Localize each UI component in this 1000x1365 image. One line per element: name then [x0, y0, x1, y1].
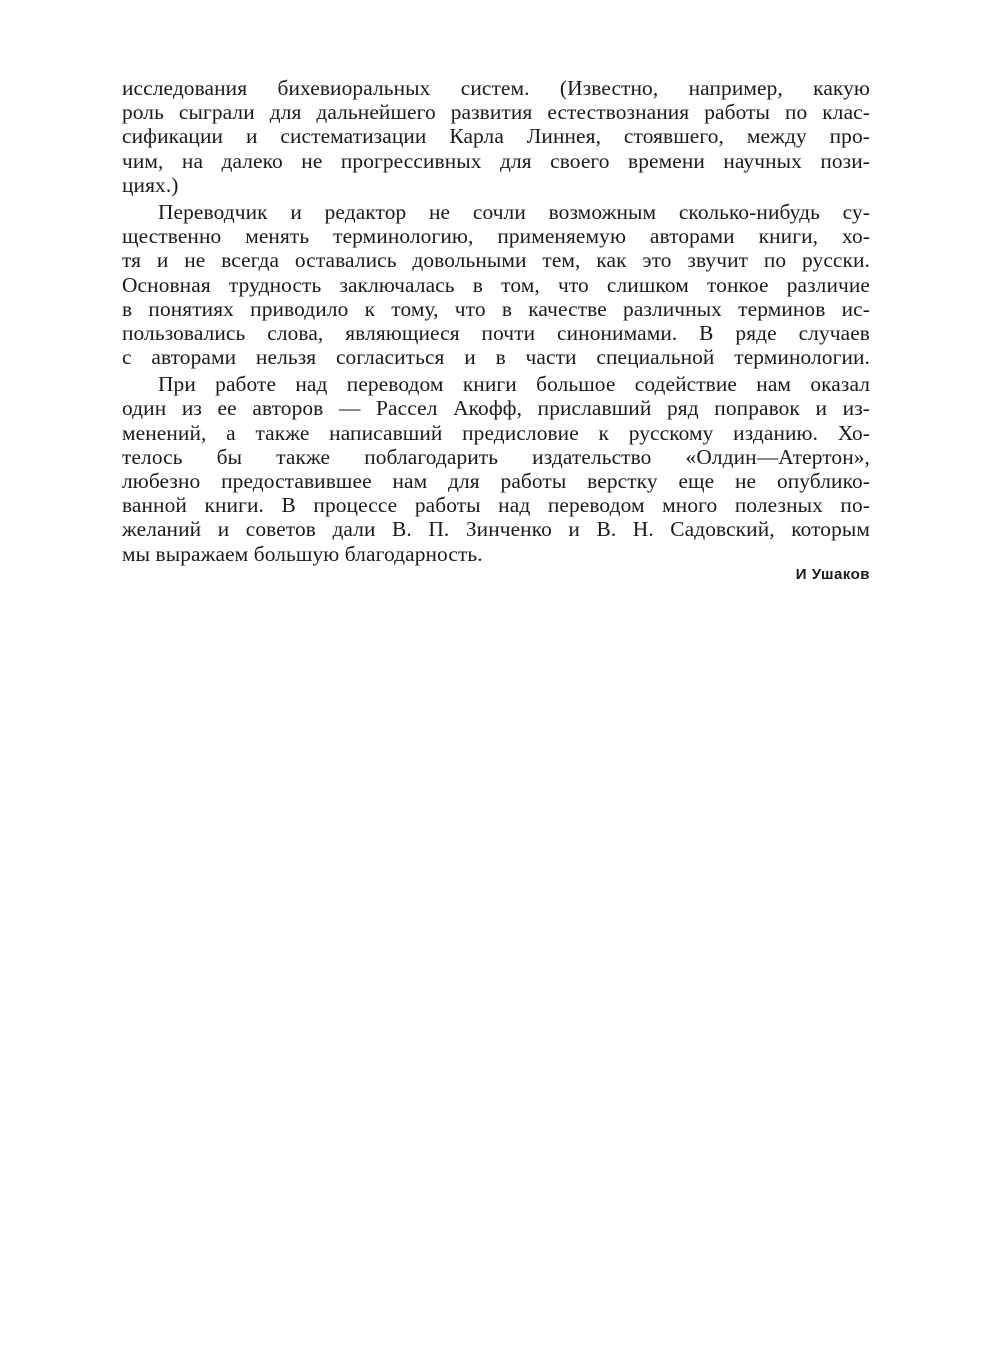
text-line: в понятиях приводило к тому, что в качестве различных терминов ис-	[122, 296, 870, 321]
text-line: исследования бихевиоральных систем. (Известно, например, какую	[122, 76, 870, 100]
text-line: чим, на далеко не прогрессивных для своего времени научных пози-	[122, 148, 870, 173]
text-line: щественно менять терминологию, применяемую авторами книги, хо-	[122, 224, 870, 249]
text-line: пользовались слова, являющиеся почти синонимами. В ряде случаев	[122, 320, 870, 345]
paragraph-1	[122, 76, 870, 197]
text-line: сификации и систематизации Карла Линнея, стоявшего, между про-	[122, 124, 870, 149]
text-line: Основная трудность заключалась в том, что слишком тонкое различие	[122, 272, 870, 297]
text-line: один из ее авторов — Рассел Акофф, приславший ряд поправок и из-	[122, 396, 870, 421]
text-line: ванной книги. В процессе работы над переводом много полезных по-	[122, 493, 870, 518]
paragraph-3	[122, 372, 870, 566]
text-line: При работе над переводом книги большое содействие нам оказал	[158, 372, 870, 397]
text-line: циях.)	[122, 172, 179, 197]
text-line: мы выражаем большую благодарность.	[122, 541, 483, 566]
paragraph-2	[122, 200, 870, 369]
text-line: желаний и советов дали В. П. Зинченко и В. Н. Садовский, которым	[122, 517, 870, 542]
text-block	[122, 76, 870, 569]
author-signature: И Ушаков	[795, 566, 870, 583]
text-line: любезно предоставившее нам для работы верстку еще не опублико-	[122, 469, 870, 493]
text-line: с авторами нельзя согласиться и в части специальной терминологии.	[122, 345, 870, 370]
text-line: Переводчик и редактор не сочли возможным сколько-нибудь су-	[158, 199, 870, 224]
text-line: роль сыграли для дальнейшего развития естествознания работы по клас-	[122, 100, 870, 125]
text-line: менений, а также написавший предисловие к русскому изданию. Хо-	[122, 420, 870, 445]
text-line: телось бы также поблагодарить издательство «Олдин—Атертон»,	[122, 444, 870, 469]
text-line: тя и не всегда оставались довольными тем, как это звучит по русски.	[122, 248, 870, 273]
